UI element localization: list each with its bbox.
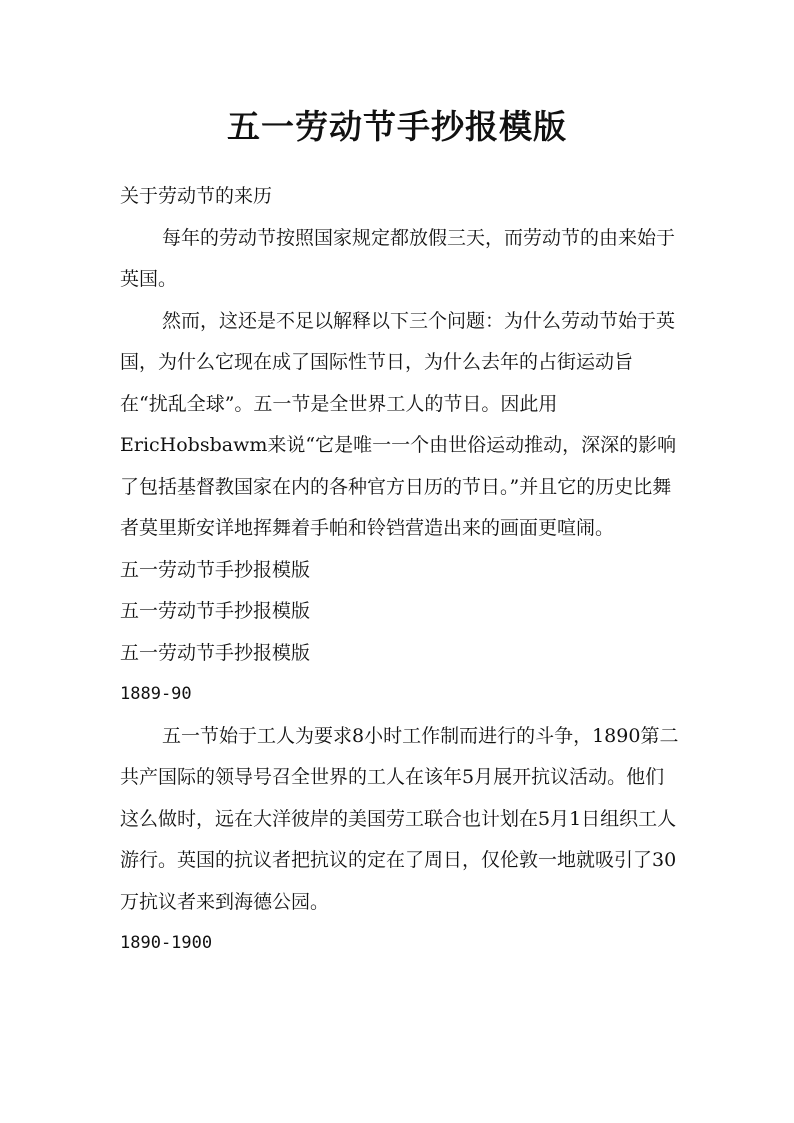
body-paragraph: 然而，这还是不足以解释以下三个问题：为什么劳动节始于英国，为什么它现在成了国际性节日，为什么去年的占街运动旨在“扰乱全球”。五一节是全世界工人的节日。因此用EricHobsbawm来说“它是唯一一个由世俗运动推动，深深的影响了包括基督教国家在内的各种官方日历的节日。”并且它的历史比舞者莫里斯安详地挥舞着手帕和铃铛营造出来的画面更喧闹。 — [120, 309, 677, 539]
document-title: 五一劳动节手抄报模版 — [227, 107, 567, 146]
body-paragraph: 每年的劳动节按照国家规定都放假三天，而劳动节的由来始于英国。 — [120, 226, 676, 290]
section-year-heading: 1890-1900 — [120, 933, 213, 953]
section-heading: 五一劳动节手抄报模版 — [120, 641, 311, 664]
section-year-heading: 1889-90 — [120, 684, 192, 704]
section-heading: 关于劳动节的来历 — [120, 185, 273, 207]
section-heading: 五一劳动节手抄报模版 — [120, 600, 311, 622]
body-paragraph: 五一节始于工人为要求8小时工作制而进行的斗争，1890第二共产国际的领导号召全世界的工人在该年5月展开抗议活动。他们这么做时，远在大洋彼岸的美国劳工联合也计划在5月1日组织工人游行。英国的抗议者把抗议的定在了周日，仅伦敦一地就吸引了30万抗议者来到海德公园。 — [120, 724, 679, 913]
document-body — [120, 176, 680, 965]
section-heading: 五一劳动节手抄报模版 — [120, 558, 311, 581]
